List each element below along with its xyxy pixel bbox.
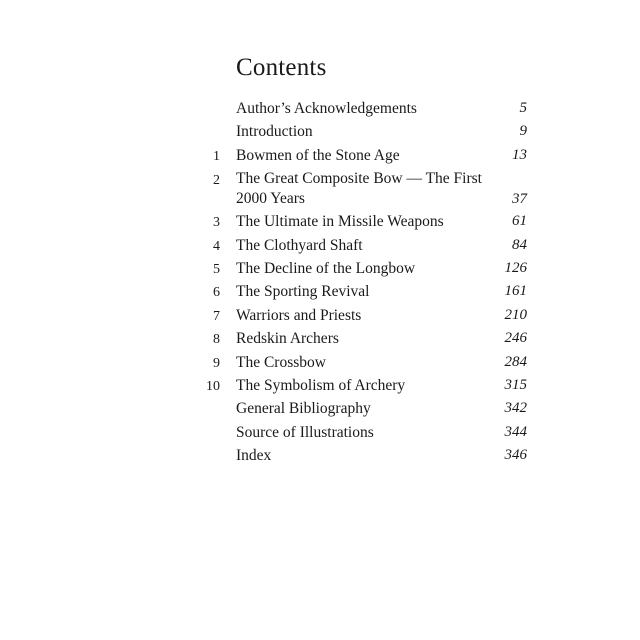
table-of-contents: [0, 99, 640, 469]
chapter-title: The Symbolism of Archery: [236, 376, 406, 394]
chapter-number: 8: [213, 332, 220, 348]
page-number: 315: [504, 376, 527, 393]
toc-entry[interactable]: [0, 399, 640, 422]
page-number: 126: [504, 259, 527, 276]
chapter-number: 2: [213, 173, 220, 189]
chapter-title: Bowmen of the Stone Age: [236, 146, 400, 164]
chapter-number: 7: [213, 308, 220, 324]
page-number: 13: [512, 146, 527, 163]
page-number: 246: [504, 330, 527, 347]
chapter-title: The Ultimate in Missile Weapons: [236, 213, 444, 231]
chapter-number: 6: [213, 285, 220, 301]
chapter-number: 10: [206, 378, 220, 394]
page-number: 342: [504, 400, 527, 417]
chapter-title: The Sporting Revival: [236, 283, 370, 301]
toc-entry[interactable]: [0, 259, 640, 282]
chapter-number: 1: [213, 148, 220, 164]
chapter-title: Redskin Archers: [236, 330, 339, 348]
chapter-title: The Crossbow: [236, 353, 326, 371]
toc-entry[interactable]: [0, 282, 640, 305]
toc-entry[interactable]: [0, 236, 640, 259]
page-number: 9: [519, 123, 527, 140]
toc-entry[interactable]: [0, 423, 640, 446]
chapter-title: Source of Illustrations: [236, 423, 374, 441]
page-number: 344: [504, 423, 527, 440]
chapter-number: 3: [213, 215, 220, 231]
chapter-number: 5: [213, 261, 220, 277]
page-number: 346: [504, 447, 527, 464]
chapter-title: The Great Composite Bow — The First 2000 Years: [236, 170, 482, 208]
toc-entry[interactable]: [0, 329, 640, 352]
toc-entry[interactable]: [0, 122, 640, 145]
page-number: 61: [512, 213, 527, 230]
page-number: 37: [512, 191, 527, 208]
page-number: 284: [504, 353, 527, 370]
chapter-title: Introduction: [236, 123, 313, 141]
page-title: Contents: [236, 54, 327, 81]
toc-entry[interactable]: [0, 99, 640, 122]
chapter-title: Index: [236, 447, 272, 465]
toc-entry[interactable]: [0, 376, 640, 399]
toc-entry[interactable]: [0, 146, 640, 169]
toc-entry[interactable]: [0, 353, 640, 376]
page-number: 84: [512, 236, 527, 253]
toc-entry[interactable]: [0, 306, 640, 329]
chapter-title: The Clothyard Shaft: [236, 236, 363, 254]
page-number: 161: [504, 283, 527, 300]
page-number: 210: [504, 306, 527, 323]
chapter-title: Warriors and Priests: [236, 306, 362, 324]
chapter-number: 4: [213, 238, 220, 254]
chapter-number: 9: [213, 355, 220, 371]
toc-entry[interactable]: [0, 212, 640, 235]
chapter-title: General Bibliography: [236, 400, 371, 418]
toc-entry[interactable]: [0, 446, 640, 469]
toc-entry[interactable]: [0, 169, 640, 212]
chapter-title: Author’s Acknowledgements: [236, 100, 417, 117]
chapter-title: The Decline of the Longbow: [236, 259, 416, 277]
page-number: 5: [519, 100, 527, 116]
